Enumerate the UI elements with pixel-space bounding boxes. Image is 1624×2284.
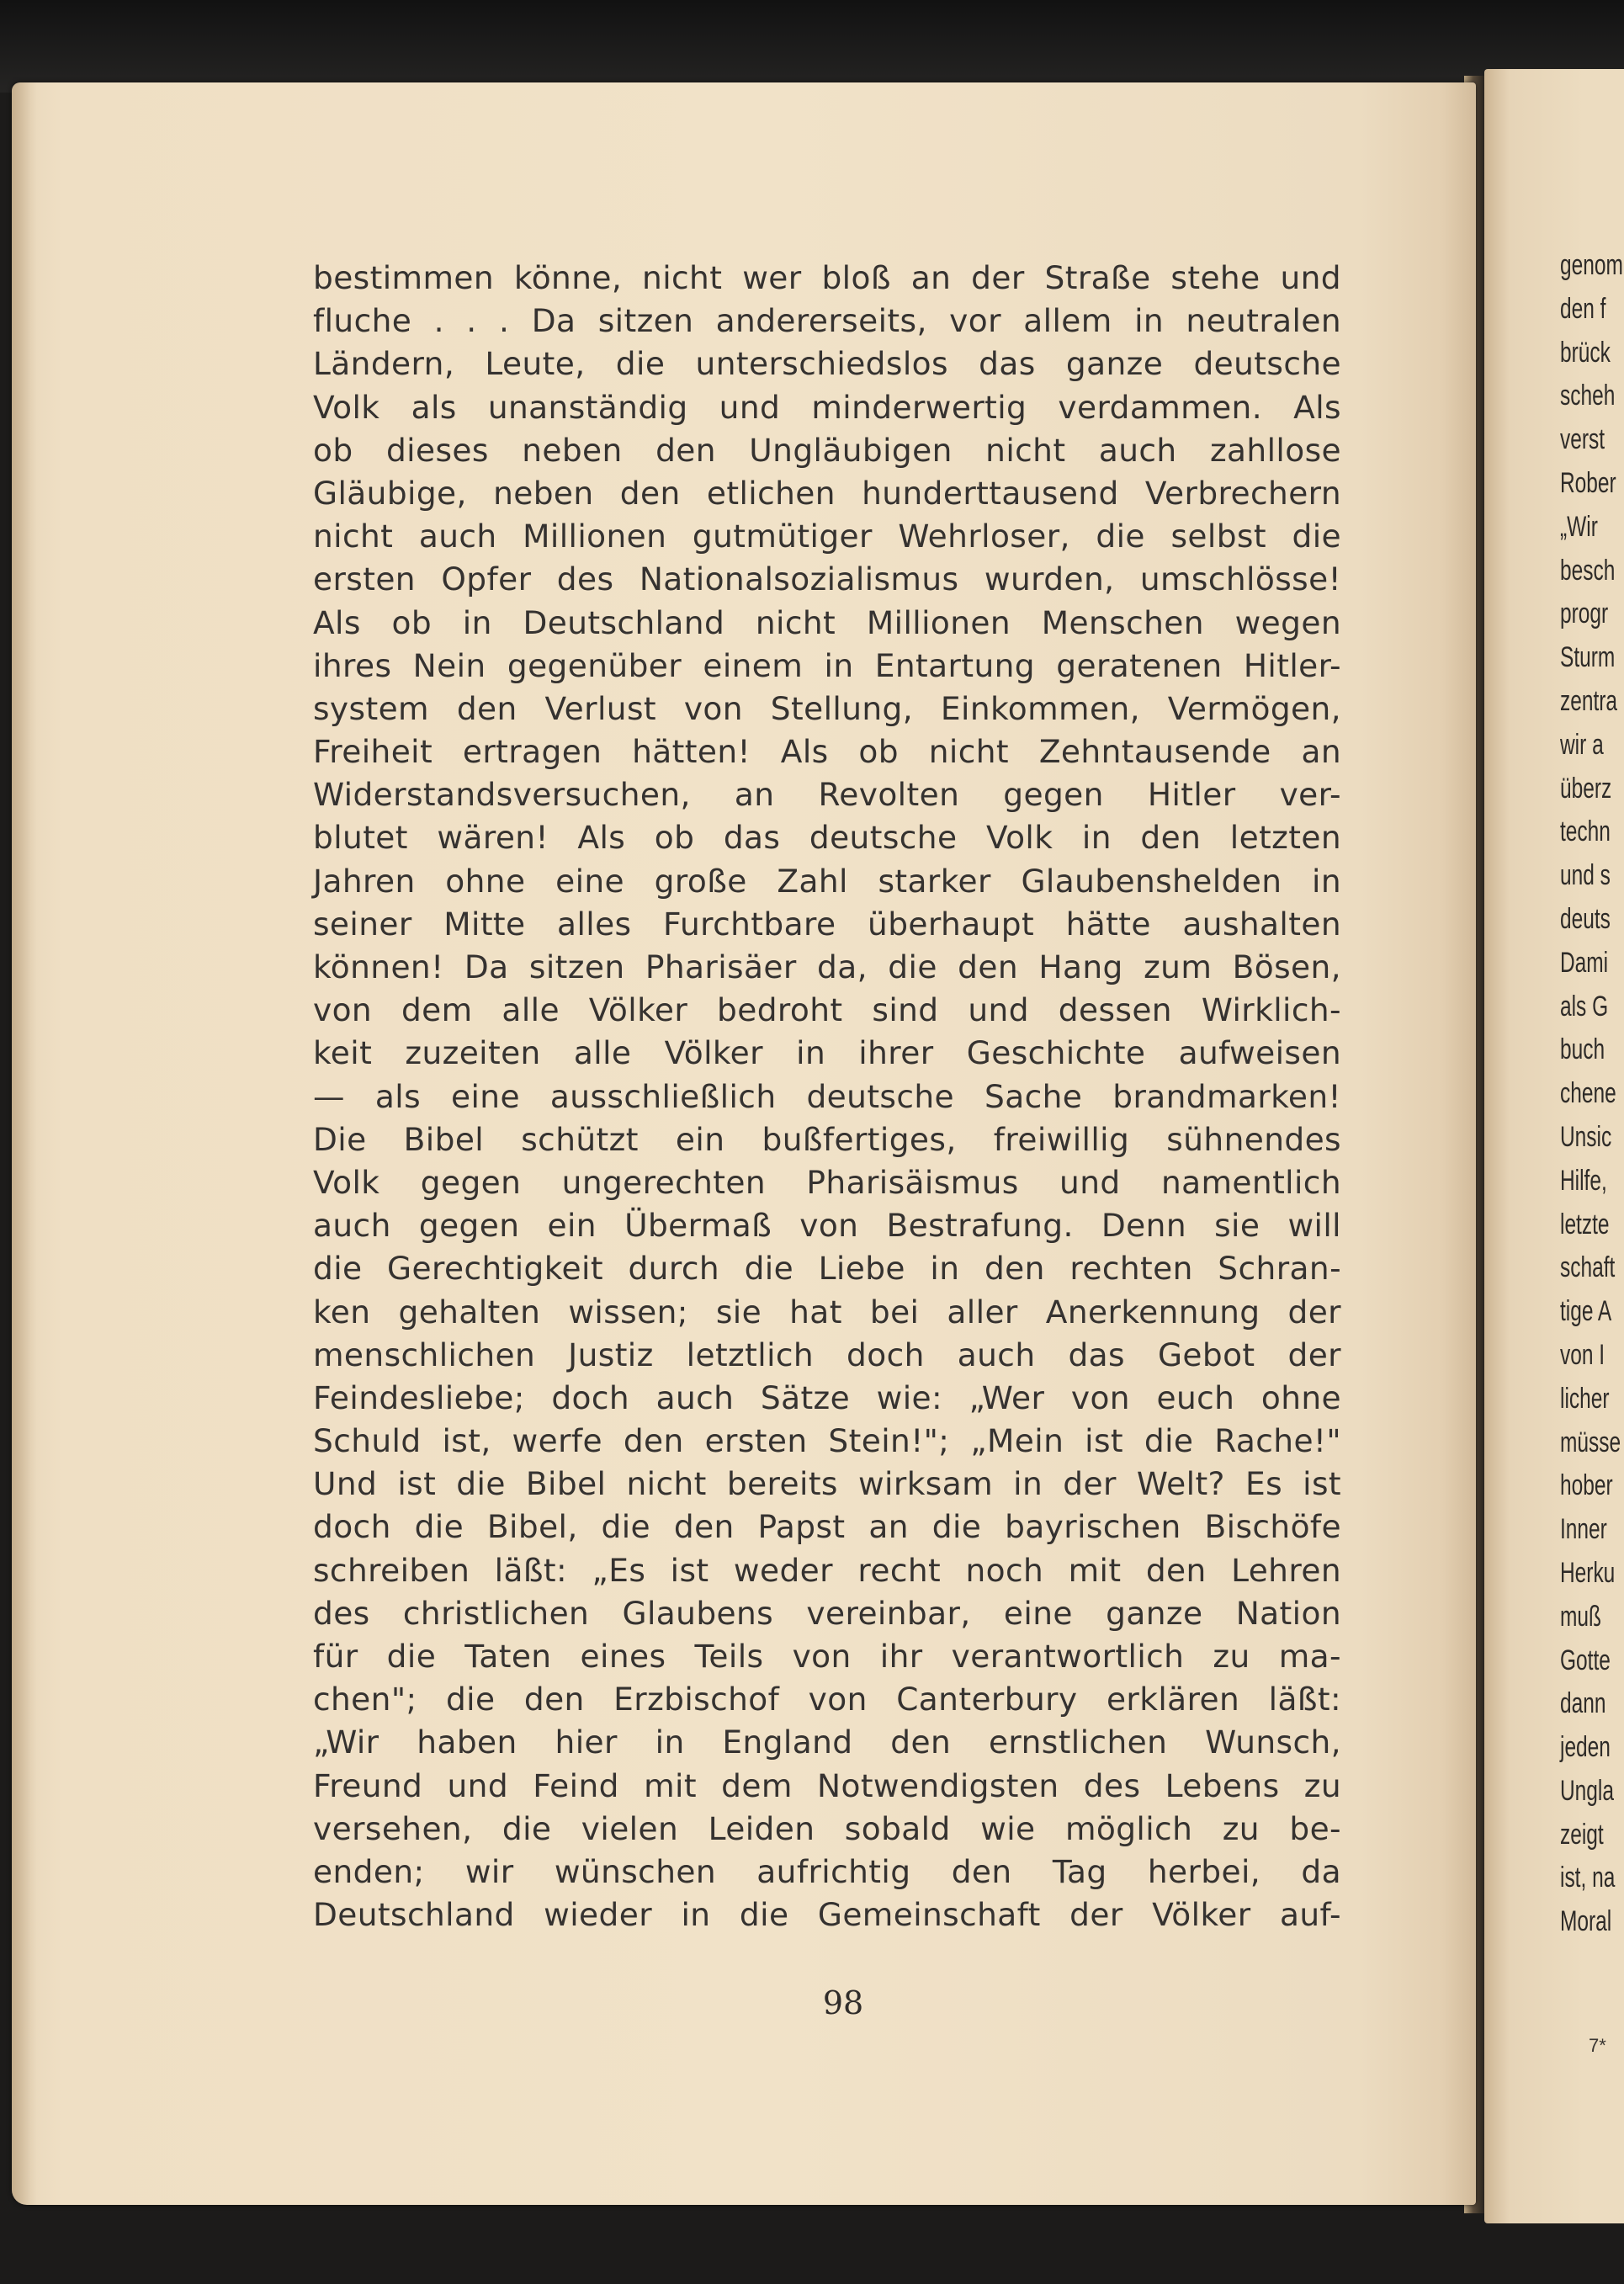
right-page-fragment: zentra [1560, 684, 1618, 717]
right-page-fragment: Rober [1560, 466, 1616, 499]
text-line: die Gerechtigkeit durch die Liebe in den rechten Schran- [313, 1250, 1341, 1288]
text-line: keit zuzeiten alle Völker in ihrer Geschichte aufweisen [313, 1034, 1341, 1072]
right-page-fragment: überz [1560, 772, 1612, 805]
text-line: Freiheit ertragen hätten! Als ob nicht Zehntausende an [313, 733, 1341, 771]
right-page-fragment: von I [1560, 1338, 1605, 1371]
text-line: versehen, die vielen Leiden sobald wie möglich zu be- [313, 1809, 1341, 1847]
right-page-fragment: genom [1560, 249, 1623, 281]
text-line: Ländern, Leute, die unterschiedslos das ganze deutsche [313, 345, 1341, 383]
text-line: Als ob in Deutschland nicht Millionen Menschen wegen [313, 603, 1341, 641]
text-line: auch gegen ein Übermaß von Bestrafung. Denn sie will [313, 1207, 1341, 1245]
right-page-fragment: wir a [1560, 728, 1604, 761]
text-line: doch die Bibel, die den Papst an die bayrischen Bischöfe [313, 1508, 1341, 1546]
right-page-fragment: Ungla [1560, 1774, 1614, 1807]
right-page-fragment: Inner [1560, 1513, 1607, 1546]
right-page-fragment: als G [1560, 990, 1609, 1022]
text-line: „Wir haben hier in England den ernstlichen Wunsch, [313, 1724, 1341, 1761]
text-line: Schuld ist, werfe den ersten Stein!"; „Mein ist die Rache!" [313, 1422, 1341, 1460]
right-page-fragment: Hilfe, [1560, 1164, 1607, 1197]
right-page-fragment: hober [1560, 1469, 1613, 1502]
right-page-fragment: scheh [1560, 380, 1616, 412]
right-page-fragment: Sturm [1560, 641, 1616, 674]
text-line: Volk gegen ungerechten Pharisäismus und namentlich [313, 1163, 1341, 1201]
text-line: ihres Nein gegenüber einem in Entartung geratenen Hitler- [313, 646, 1341, 684]
text-line: Widerstandsversuchen, an Revolten gegen Hitler ver- [313, 776, 1341, 814]
text-line: Jahren ohne eine große Zahl starker Glaubenshelden in [313, 862, 1341, 900]
text-line: ob dieses neben den Ungläubigen nicht auch zahllose [313, 431, 1341, 469]
text-line: können! Da sitzen Pharisäer da, die den Hang zum Bösen, [313, 948, 1341, 985]
right-page-fragment: muß [1560, 1600, 1601, 1633]
right-page-fragment: jeden [1560, 1731, 1611, 1764]
text-line: Und ist die Bibel nicht bereits wirksam in der Welt? Es ist [313, 1465, 1341, 1503]
right-page-fragment: dann [1560, 1687, 1606, 1720]
right-page-folio-mark: 7* [1589, 2035, 1606, 2056]
right-page-fragment: ist, na [1560, 1862, 1616, 1894]
right-page-fragment: brück [1560, 336, 1611, 369]
right-page-fragment: chene [1560, 1077, 1616, 1110]
text-line: des christlichen Glaubens vereinbar, eine ganze Nation [313, 1594, 1341, 1632]
text-line: ken gehalten wissen; sie hat bei aller Anerkennung der [313, 1293, 1341, 1331]
right-page-fragment: licher [1560, 1382, 1610, 1415]
text-line: bestimmen könne, nicht wer bloß an der Straße stehe und [313, 259, 1341, 296]
right-page-fragment: letzte [1560, 1208, 1610, 1240]
text-line: menschlichen Justiz letztlich doch auch das Gebot der [313, 1336, 1341, 1373]
text-line: schreiben läßt: „Es ist weder recht noch mit den Lehren [313, 1551, 1341, 1589]
text-line: Die Bibel schützt ein bußfertiges, freiwillig sühnendes [313, 1120, 1341, 1158]
text-line: ersten Opfer des Nationalsozialismus wurden, umschlösse! [313, 560, 1341, 598]
text-line: blutet wären! Als ob das deutsche Volk in den letzten [313, 819, 1341, 857]
text-line: system den Verlust von Stellung, Einkommen, Vermögen, [313, 689, 1341, 727]
right-page-fragment: buch [1560, 1033, 1605, 1066]
right-page-fragment: und s [1560, 859, 1611, 892]
text-line: Gläubige, neben den etlichen hunderttausend Verbrechern [313, 474, 1341, 512]
right-page-fragment: progr [1560, 598, 1609, 630]
right-page-fragment: besch [1560, 554, 1616, 587]
right-page-fragment: verst [1560, 423, 1605, 456]
page-number: 98 [822, 1984, 864, 2021]
right-page-fragment: Herku [1560, 1556, 1616, 1589]
text-line: Feindesliebe; doch auch Sätze wie: „Wer von euch ohne [313, 1378, 1341, 1416]
right-page-fragment: zeigt [1560, 1818, 1604, 1851]
right-page-fragment: deuts [1560, 902, 1611, 935]
text-line: fluche . . . Da sitzen andererseits, vor allem in neutralen [313, 302, 1341, 340]
right-page-fragment: müsse [1560, 1426, 1621, 1458]
text-line: — als eine ausschließlich deutsche Sache brandmarken! [313, 1077, 1341, 1115]
text-line: Deutschland wieder in die Gemeinschaft der Völker auf- [313, 1896, 1341, 1934]
background-top [0, 0, 1624, 93]
text-line: Volk als unanständig und minderwertig verdammen. Als [313, 388, 1341, 426]
right-page-fragment: Moral [1560, 1905, 1612, 1938]
text-line: von dem alle Völker bedroht sind und dessen Wirklich- [313, 991, 1341, 1029]
right-page-fragment: „Wir [1560, 510, 1598, 543]
text-line: chen"; die den Erzbischof von Canterbury erklären läßt: [313, 1681, 1341, 1718]
right-page-fragment: Dami [1560, 946, 1609, 979]
left-page-body-text [313, 257, 1341, 1936]
right-page-fragment: Unsic [1560, 1120, 1612, 1153]
text-line: seiner Mitte alles Furchtbare überhaupt hätte aushalten [313, 905, 1341, 943]
text-line: Freund und Feind mit dem Notwendigsten des Lebens zu [313, 1766, 1341, 1804]
right-page-fragment: schaft [1560, 1251, 1616, 1284]
right-page-fragment: techn [1560, 815, 1611, 848]
text-line: für die Taten eines Teils von ihr verantwortlich zu ma- [313, 1638, 1341, 1675]
right-page-text [1560, 244, 1624, 1944]
right-page-fragment: den f [1560, 292, 1606, 325]
right-page-fragment: Gotte [1560, 1644, 1611, 1676]
text-line: nicht auch Millionen gutmütiger Wehrloser, die selbst die [313, 518, 1341, 555]
text-line: enden; wir wünschen aufrichtig den Tag herbei, da [313, 1852, 1341, 1890]
right-page-fragment: tige A [1560, 1295, 1612, 1328]
